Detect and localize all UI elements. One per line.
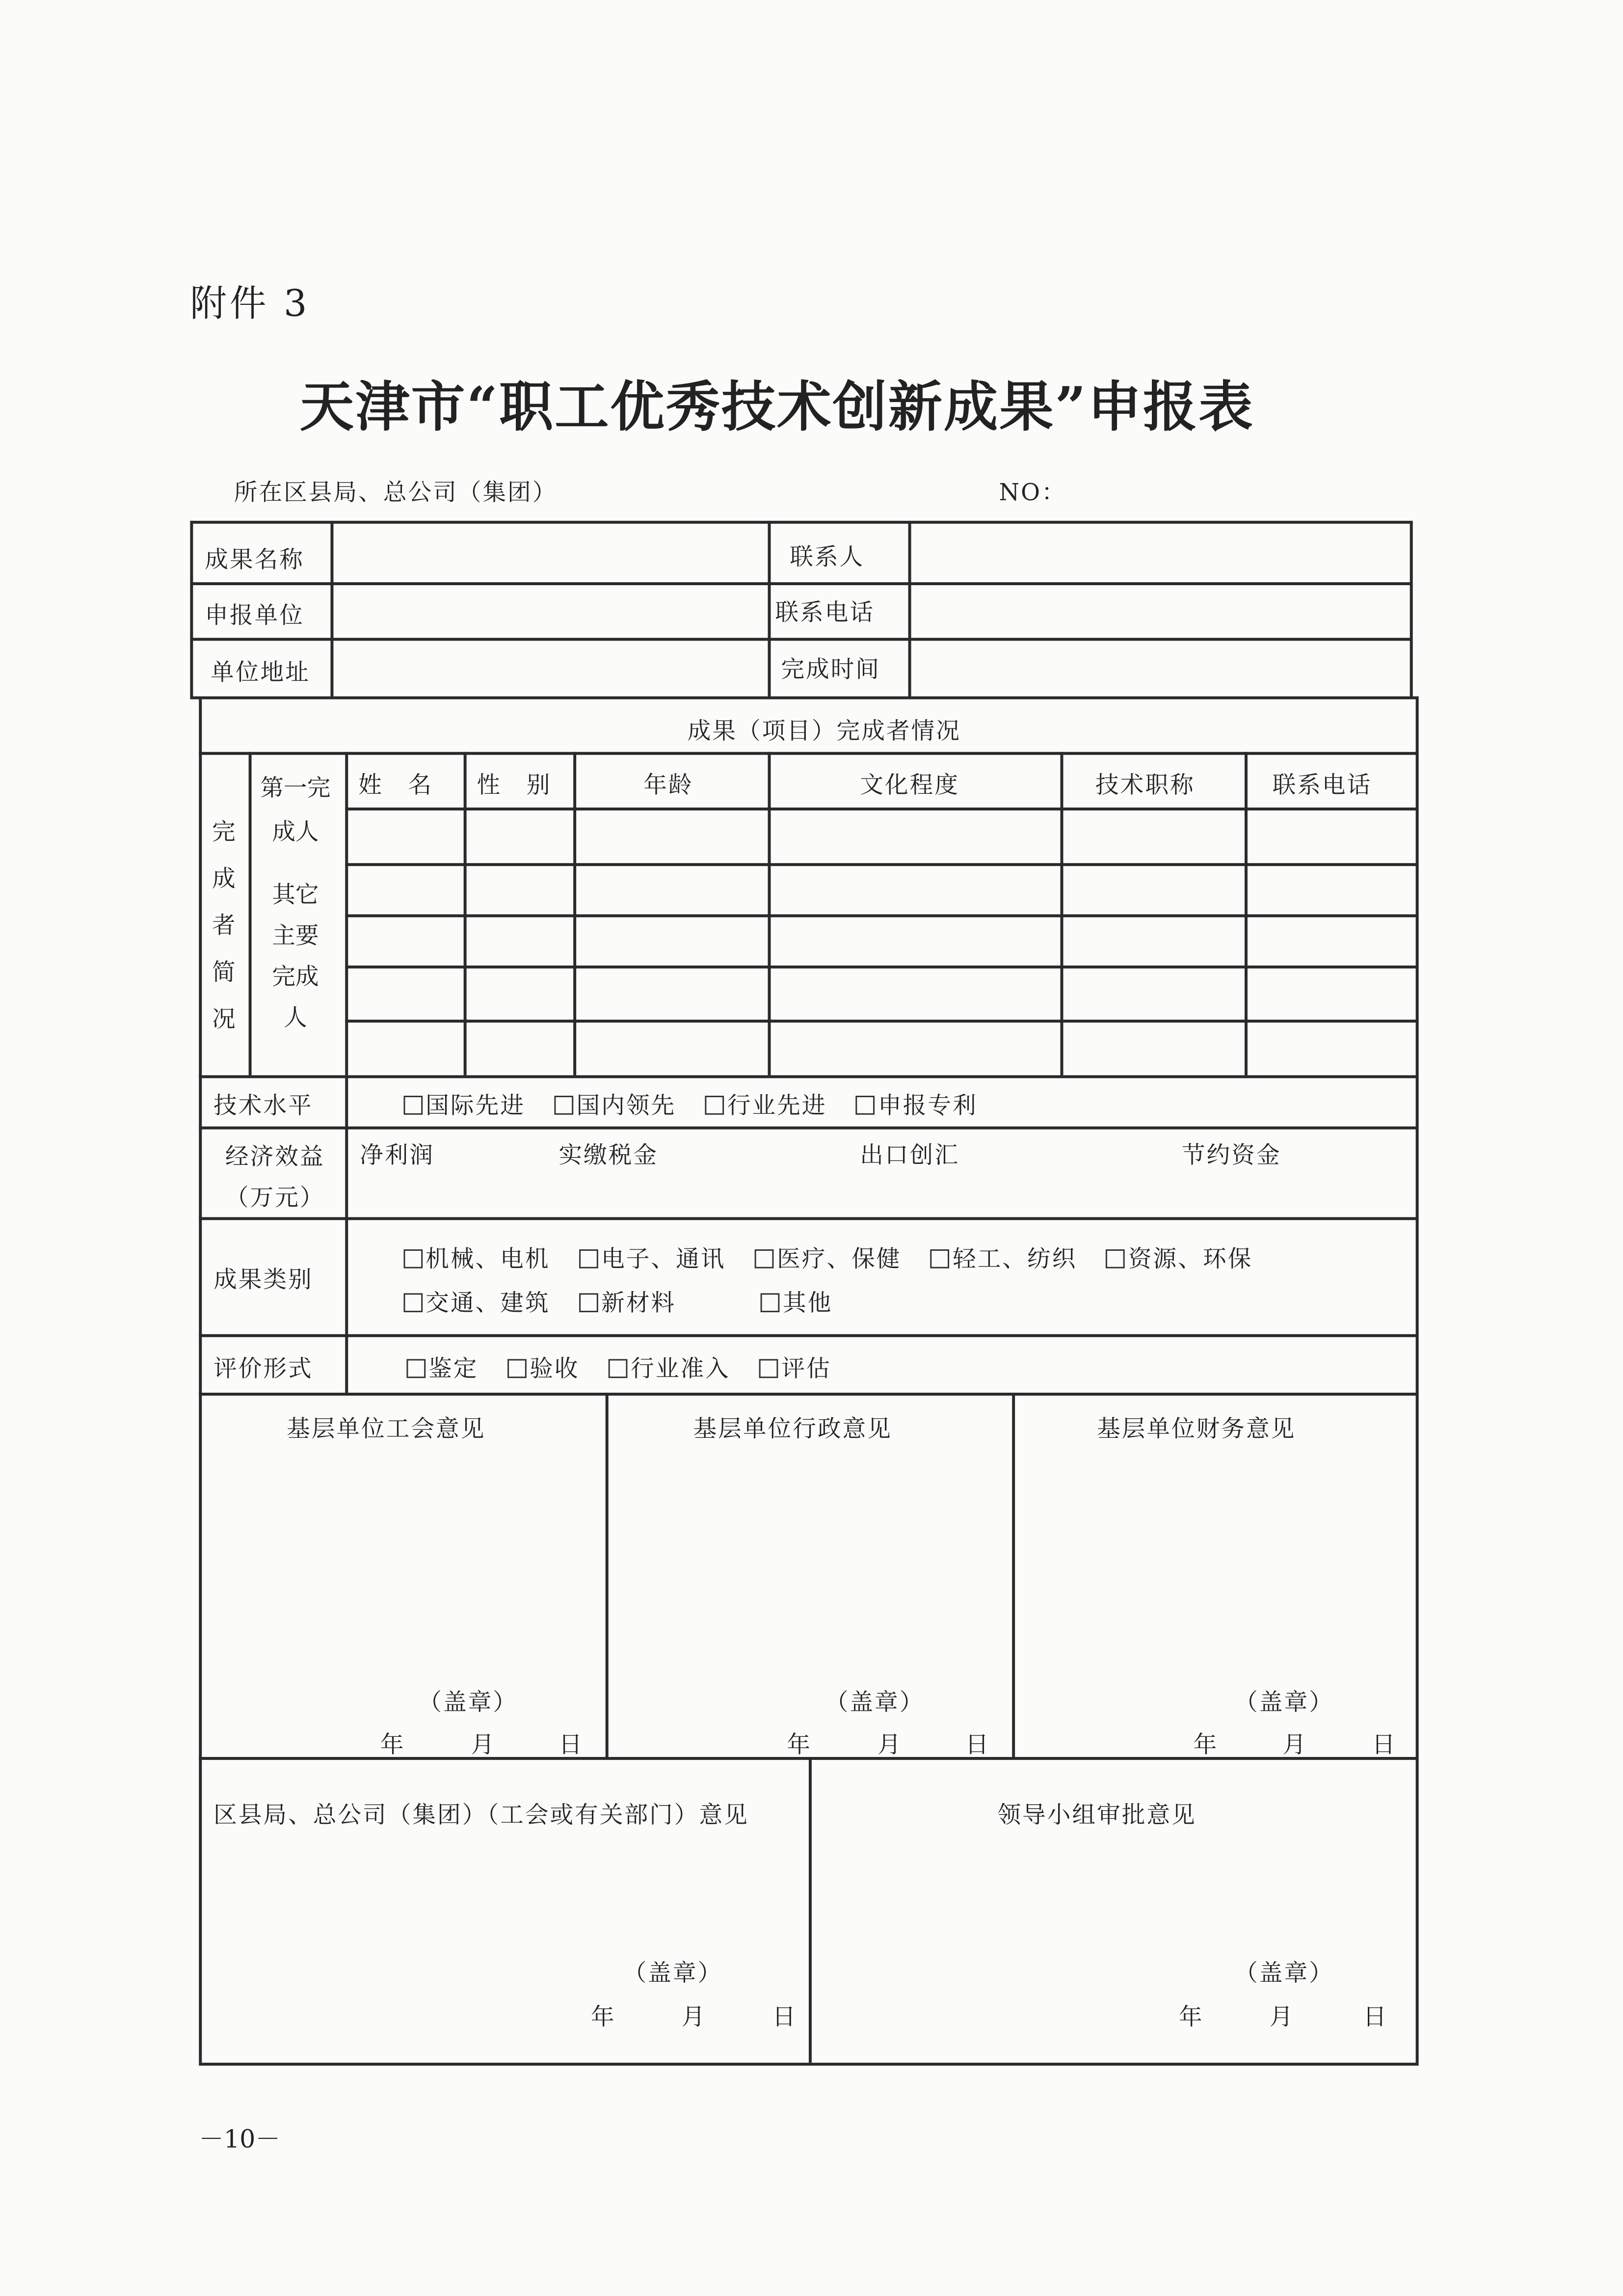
tech-level-options <box>403 1087 998 1121</box>
seal-label: （盖章） <box>1234 1959 1334 1987</box>
date-year: 年 <box>1178 2002 1204 2031</box>
unit-address-label: 单位地址 <box>211 658 310 686</box>
category-row1 <box>403 1241 1252 1274</box>
evaluation-options <box>406 1351 851 1384</box>
grid-line <box>330 521 333 697</box>
grid-line <box>345 752 347 1076</box>
date-day: 日 <box>1372 1730 1397 1758</box>
grid-line <box>199 1127 1418 1129</box>
category-option[interactable]: 机械、电机 <box>403 1245 550 1273</box>
grid-line <box>190 582 1411 585</box>
date-day: 日 <box>1363 2002 1388 2031</box>
col-title-header: 技术职称 <box>1095 771 1195 799</box>
first-completer-label: 第一完成人 <box>260 774 331 846</box>
tech-option[interactable]: 行业先进 <box>705 1091 826 1119</box>
date-day: 日 <box>559 1730 584 1758</box>
checkbox[interactable] <box>856 1096 875 1115</box>
grid-line <box>1416 696 1418 2062</box>
checkbox[interactable] <box>705 1096 724 1115</box>
finance-opinion-label: 基层单位财务意见 <box>1097 1414 1296 1443</box>
grid-line <box>249 752 251 1076</box>
attachment-label: 附件 3 <box>190 282 310 325</box>
page-number: －10－ <box>199 2125 281 2155</box>
category-option[interactable]: 新材料 <box>579 1289 676 1317</box>
form-title: 天津市“职工优秀技术创新成果”申报表 <box>299 374 1254 439</box>
date-month: 月 <box>1269 2002 1295 2031</box>
grid-line <box>190 521 1411 523</box>
grid-line <box>768 521 771 697</box>
grid-line <box>345 915 1418 917</box>
col-phone-header: 联系电话 <box>1272 771 1372 799</box>
grid-line <box>199 1393 1418 1395</box>
admin-opinion-label: 基层单位行政意见 <box>693 1414 892 1443</box>
grid-line <box>345 1020 1418 1022</box>
contact-person-field[interactable] <box>911 524 1409 582</box>
date-day: 日 <box>772 2002 798 2031</box>
grid-line <box>1061 752 1063 1076</box>
grid-line <box>199 752 1418 755</box>
econ-label: 经济效益（万元） <box>225 1142 325 1212</box>
completion-time-field[interactable] <box>911 641 1409 696</box>
org-label: 所在区县局、总公司（集团） <box>234 478 558 507</box>
grid-line <box>908 521 911 697</box>
grid-line <box>345 1075 347 1393</box>
date-year: 年 <box>590 2002 616 2031</box>
checkbox[interactable] <box>403 1249 423 1269</box>
grid-line <box>1410 521 1412 697</box>
evaluation-option[interactable]: 鉴定 <box>406 1354 478 1382</box>
no-label: NO： <box>999 478 1066 507</box>
completers-side-label: 完成者简况 <box>212 817 236 1033</box>
checkbox[interactable] <box>1106 1249 1125 1269</box>
other-completers-label: 其它主要完成人 <box>272 880 319 1031</box>
category-option[interactable]: 轻工、纺织 <box>931 1245 1077 1273</box>
date-year: 年 <box>380 1730 405 1758</box>
category-row2 <box>403 1284 853 1318</box>
col-education-header: 文化程度 <box>860 771 959 799</box>
checkbox[interactable] <box>555 1096 574 1115</box>
col-name-header: 姓 名 <box>358 771 433 799</box>
checkbox[interactable] <box>406 1359 426 1378</box>
seal-label: （盖章） <box>1234 1688 1334 1716</box>
tech-option[interactable]: 国际先进 <box>403 1091 525 1119</box>
achievement-name-field[interactable] <box>333 524 766 582</box>
contact-phone-field[interactable] <box>911 585 1409 638</box>
checkbox[interactable] <box>931 1249 950 1269</box>
unit-address-field[interactable] <box>333 641 766 696</box>
grid-line <box>199 1217 1418 1219</box>
grid-line <box>345 863 1418 865</box>
grid-line <box>199 1334 1418 1337</box>
district-opinion-field[interactable] <box>202 1837 806 1940</box>
grid-line <box>1245 752 1247 1076</box>
achievement-name-label: 成果名称 <box>205 545 304 574</box>
grid-line <box>190 696 1418 699</box>
col-age-header: 年龄 <box>643 771 693 799</box>
completers-section-title: 成果（项目）完成者情况 <box>687 717 961 745</box>
checkbox[interactable] <box>403 1293 423 1312</box>
checkbox[interactable] <box>579 1249 598 1269</box>
grid-line <box>606 1393 608 1757</box>
grid-line <box>190 638 1411 640</box>
net-profit-label: 净利润 <box>360 1141 435 1169</box>
checkbox[interactable] <box>403 1096 423 1115</box>
date-year: 年 <box>1193 1730 1219 1758</box>
category-label: 成果类别 <box>213 1265 313 1294</box>
applicant-unit-field[interactable] <box>333 585 766 638</box>
checkbox[interactable] <box>579 1293 598 1312</box>
seal-label: （盖章） <box>623 1959 723 1987</box>
grid-line <box>809 1757 811 2063</box>
admin-opinion-field[interactable] <box>609 1448 1010 1668</box>
date-month: 月 <box>471 1730 496 1758</box>
evaluation-option[interactable]: 验收 <box>507 1354 579 1382</box>
grid-line <box>199 1075 1418 1078</box>
checkbox[interactable] <box>507 1359 527 1378</box>
category-option[interactable]: 医疗、保健 <box>755 1245 901 1273</box>
tech-level-label: 技术水平 <box>213 1091 313 1119</box>
grid-line <box>345 808 1418 810</box>
union-opinion-field[interactable] <box>202 1448 603 1668</box>
tech-option[interactable]: 申报专利 <box>856 1091 977 1119</box>
contact-phone-label: 联系电话 <box>775 598 875 626</box>
grid-line <box>345 966 1418 968</box>
leader-approval-field[interactable] <box>812 1837 1413 1940</box>
grid-line <box>199 696 201 2062</box>
category-option[interactable]: 资源、环保 <box>1106 1245 1252 1273</box>
date-month: 月 <box>681 2002 707 2031</box>
checkbox[interactable] <box>760 1359 779 1378</box>
category-option[interactable]: 电子、通讯 <box>579 1245 725 1273</box>
col-gender-header: 性 别 <box>477 771 552 799</box>
grid-line <box>199 2063 1418 2065</box>
evaluation-label: 评价形式 <box>213 1354 313 1383</box>
date-year: 年 <box>787 1730 812 1758</box>
grid-line <box>768 752 771 1076</box>
checkbox[interactable] <box>609 1359 628 1378</box>
date-month: 月 <box>1282 1730 1308 1758</box>
evaluation-option[interactable]: 评估 <box>760 1354 831 1382</box>
applicant-unit-label: 申报单位 <box>205 601 304 629</box>
no-field[interactable] <box>1053 471 1346 504</box>
completion-time-label: 完成时间 <box>781 655 881 683</box>
tech-option[interactable]: 国内领先 <box>555 1091 676 1119</box>
tax-label: 实缴税金 <box>559 1141 659 1169</box>
grid-line <box>464 752 466 1076</box>
seal-label: （盖章） <box>825 1688 925 1716</box>
union-opinion-label: 基层单位工会意见 <box>287 1414 486 1443</box>
checkbox[interactable] <box>755 1249 774 1269</box>
finance-opinion-field[interactable] <box>1015 1448 1413 1668</box>
export-label: 出口创汇 <box>860 1141 959 1169</box>
grid-line <box>1012 1393 1014 1757</box>
leader-approval-label: 领导小组审批意见 <box>997 1801 1197 1829</box>
category-option[interactable]: 其他 <box>761 1289 832 1317</box>
category-option[interactable]: 交通、建筑 <box>403 1289 550 1317</box>
contact-person-label: 联系人 <box>790 542 865 571</box>
grid-line <box>190 521 192 697</box>
district-opinion-label: 区县局、总公司（集团）（工会或有关部门）意见 <box>213 1801 749 1829</box>
saving-label: 节约资金 <box>1181 1141 1281 1169</box>
date-day: 日 <box>965 1730 990 1758</box>
seal-label: （盖章） <box>418 1688 518 1716</box>
grid-line <box>573 752 576 1076</box>
checkbox[interactable] <box>761 1293 780 1312</box>
date-month: 月 <box>878 1730 903 1758</box>
evaluation-option[interactable]: 行业准入 <box>609 1354 730 1382</box>
